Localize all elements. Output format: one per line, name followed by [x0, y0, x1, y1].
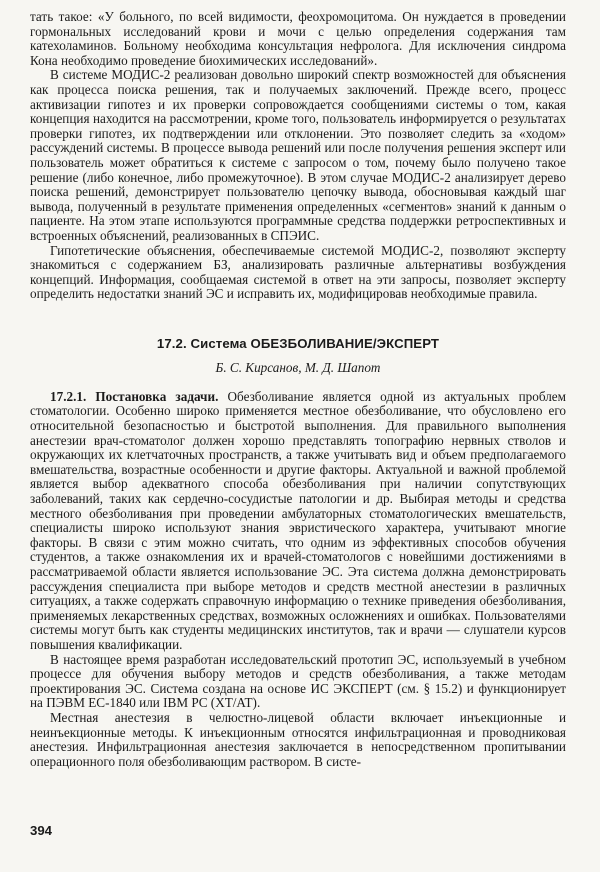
- paragraph-section-1-text: Обезболивание является одной из актуальных проблем стоматологии. Особенно широко применяется местное обезболивание, что обусловлено его относительной безопасностью и быстротой выполнения. Для правильного выполнения анестезии врач-стоматолог должен хорошо представлять топографию нервных стволов и окружающих их клетчаточных пространств, а также учитывать вид и объем предполагаемого вмешательства, возрастные особенности и другие факторы. Актуальной и важной проблемой является выбор адекватного способа обезболивания при наличии сопутствующих заболеваний, таких как сердечно-сосудистые патологии и др. Выбирая методы и средства местного обезболивания при проведении амбулаторных стоматологических вмешательств, специалисты широко используют знания эвристического характера, учитывают многие факторы. В связи с этим можно считать, что одним из эффективных способов обучения студентов, а также ознакомления их и врачей-стоматологов с новейшими достижениями в рассматриваемой области является использование ЭС. Эта система должна демонстрировать рассуждения специалиста при выборе методов и средств местной анестезии в различных ситуациях, а также содержать справочную информацию о технике приведения обезболивания, применяемых лекарственных средствах, возможных осложнениях и ошибках. Пользователями системы могут быть как студенты медицинских институтов, так и врачи — слушатели курсов повышения квалификации.: [30, 388, 566, 652]
- paragraph-intro-1: тать такое: «У больного, по всей видимости, феохромоцитома. Он нуждается в проведении гормональных исследований крови и мочи с целью определения содержания там катехоламинов. Больному необходима консультация нефролога. Для исключения синдрома Кона необходимо проведение биохимических исследований».: [30, 9, 566, 68]
- section-title: 17.2. Система ОБЕЗБОЛИВАНИЕ/ЭКСПЕРТ: [156, 335, 440, 351]
- subsection-heading: 17.2.1. Постановка задачи.: [50, 388, 219, 404]
- text-column: [30, 10, 566, 769]
- paragraph-section-3: Местная анестезия в челюстно-лицевой области включает инъекционные и неинъекционные методы. К инъекционным относятся инфильтрационная и проводниковая анестезия. Инфильтрационная анестезия заключается в непосредственном пропитывании операционного поля обезболивающим раствором. В систе-: [30, 709, 566, 769]
- page-number: 394: [30, 823, 53, 838]
- paragraph-section-2: В настоящее время разработан исследовательский прототип ЭС, используемый в учебном процессе для обучения выбору методов и средств обезболивания, а также методам проектирования ЭС. Система создана на основе ИС ЭКСПЕРТ (см. § 15.2) и функционирует на ПЭВМ ЕС-1840 или IBM PC (XT/AT).: [30, 651, 566, 711]
- paragraph-intro-2: В системе МОДИС-2 реализован довольно широкий спектр возможностей для объяснения как процесса поиска решения, так и получаемых заключений. Прежде всего, процесс активизации гипотез и их проверки сопровождается сообщениями системы о том, какая концепция находится на рассмотрении, кроме того, пользователь информируется о результатах проверки гипотез, их подтверждении или отклонении. Это позволяет следить за «ходом» рассуждений системы. В процессе вывода решений или после получения решения эксперт или пользователь может обратиться к системе с запросом о том, почему было получено такое решение (либо конечное, либо промежуточное). В этом случае МОДИС-2 анализирует дерево поиска решений, демонстрирует пользователю цепочку вывода, обосновывая каждый шаг вывода, полученный в результате применения определенных «сегментов» знаний к данным о пациенте. На этом этапе используются программные средства поддержки ретроспективных и встроенных объяснений, реализованных в СПЭИС.: [30, 67, 566, 243]
- paragraph-section-1: [30, 390, 566, 653]
- section-spacer: [30, 302, 566, 336]
- section-authors: Б. С. Кирсанов, М. Д. Шапот: [215, 359, 381, 375]
- paragraph-intro-3: Гипотетические объяснения, обеспечиваемые системой МОДИС-2, позволяют эксперту знакомиться с содержанием БЗ, анализировать различные альтернативы возбуждения концепций. Информация, сообщаемая системой в ответ на эти запросы, позволяет эксперту определить недостатки знаний ЭС и исправить их, модифицировав необходимые правила.: [30, 242, 566, 302]
